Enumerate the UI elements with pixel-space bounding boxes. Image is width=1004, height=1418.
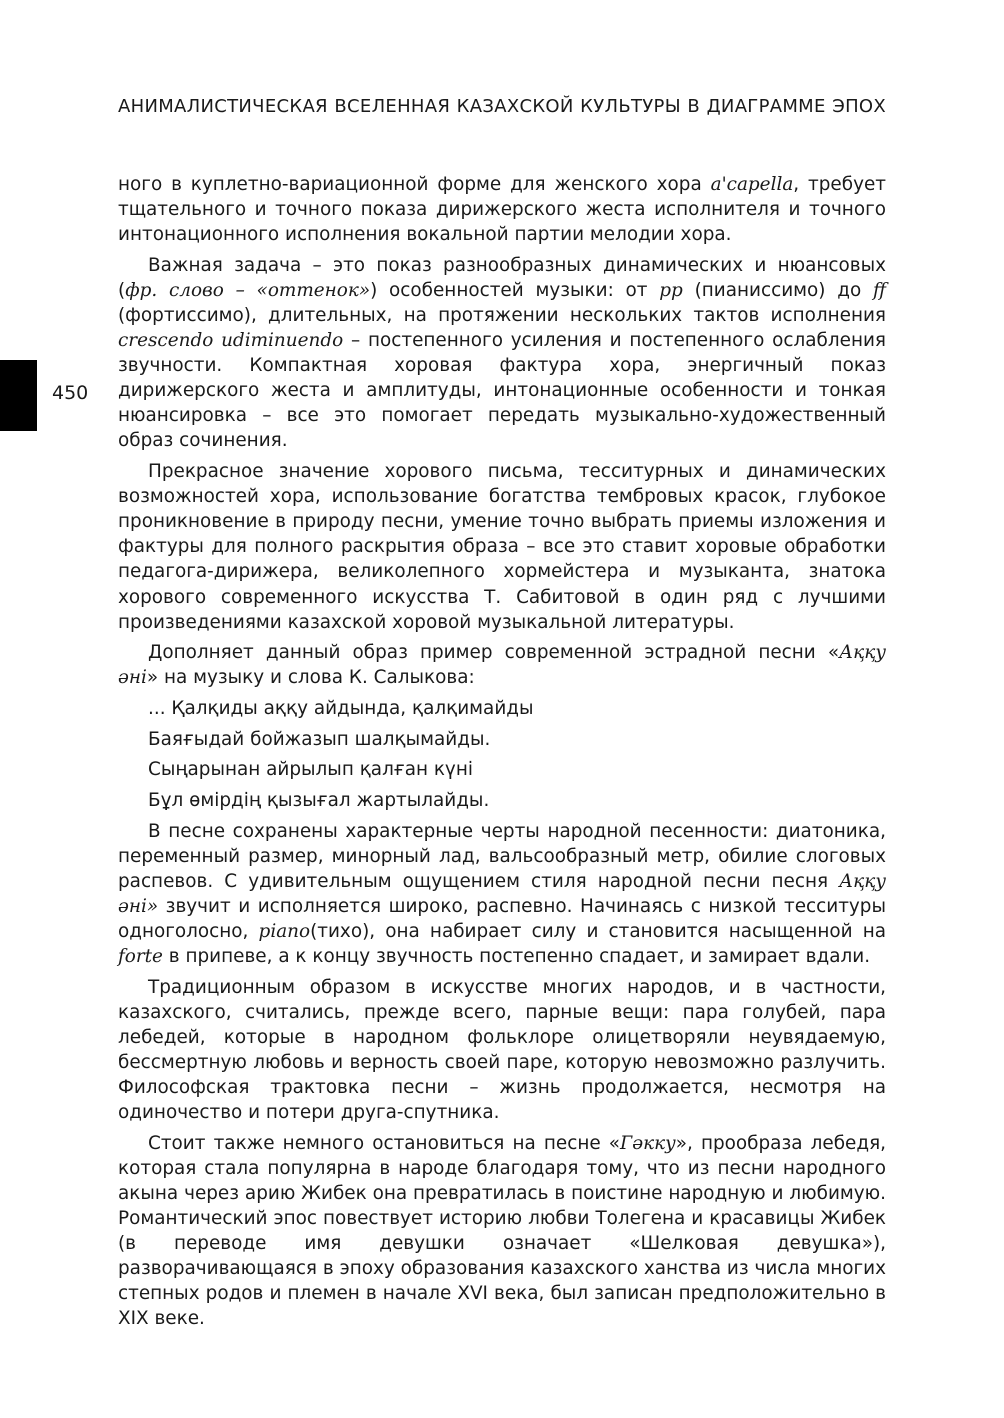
italic-term: pp	[659, 279, 683, 301]
text-run: в припеве, а к концу звучность постепенно спадает, и замирает вдали.	[162, 946, 871, 968]
verse-line: Бұл өмірдің қызығал жартылайды.	[148, 789, 490, 811]
paragraph-4	[118, 640, 886, 690]
verse-line: ... Қалқиды аққу айдында, қалқимайды	[148, 697, 534, 719]
text-run: Важная задача – это показ разнообразных динамических и нюансовых (	[118, 254, 886, 301]
text-run: (фортиссимо), длительных, на протяжении нескольких тактов исполнения	[118, 304, 886, 326]
italic-term: Гәкку	[620, 1132, 676, 1154]
italic-term: crescendo udiminuendo	[118, 330, 344, 352]
running-header: АНИМАЛИСТИЧЕСКАЯ ВСЕЛЕННАЯ КАЗАХСКОЙ КУЛЬТУРЫ В ДИАГРАММЕ ЭПОХ	[118, 96, 886, 117]
text-run: звучит и исполняется широко, распевно. Начинаясь с низкой тесситуры одноголосно,	[118, 895, 886, 942]
text-run: Дополняет данный образ пример современной эстрадной песни «	[148, 642, 840, 664]
text-run: Стоит также немного остановиться на песне «	[148, 1132, 621, 1154]
text-run: , требует тщательного и точного показа дирижерского жеста исполнителя и точного интонационного исполнения вокальной партии мелодии хора.	[118, 174, 886, 246]
text-run: », прообраза лебедя, которая стала популярна в народе благодаря тому, что из песни народного акына через арию Жибек она превратилась в поистине народную и любимую. Романтический эпос повествует историю любви Толегена и красавицы Жибек (в переводе имя девушки означает «Шелковая девушка»), разворачивающаяся в эпоху образования казахского ханства из числа многих степных родов и племен в начале XVI века, был записан предположительно в XIX веке.	[118, 1132, 886, 1330]
paragraph-6: Традиционным образом в искусстве многих народов, и в частности, казахского, считались, прежде всего, парные вещи: пара голубей, пара лебедей, которые в народном фольклоре олицетворяли неувядаемую, бессмертную любовь и верность своей паре, которую невозможно разлучить. Философская трактовка песни – жизнь продолжается, несмотря на одиночество и потери друга-спутника.	[118, 976, 886, 1124]
verse-line: Баяғыдай бойжазып шалқымайды.	[148, 728, 491, 750]
text-run: ) особенностей музыки: от	[370, 279, 660, 301]
italic-term: forte	[118, 946, 163, 968]
italic-term: a'capella	[710, 174, 794, 195]
text-run: (тихо), она набирает силу и становится насыщенной на	[310, 921, 886, 942]
thumb-index-tab	[0, 360, 37, 431]
text-run: ного в куплетно-вариационной форме для женского хора	[118, 174, 711, 195]
text-run: – постепенного усиления и постепенного ослабления звучности. Компактная хоровая фактура хора, энергичный показ дирижерского жеста и амплитуды, интонационные особенности и тонкая нюансировка – все это помогает передать музыкально-художественный образ сочинения.	[118, 330, 886, 452]
paragraph-7	[118, 1131, 886, 1332]
paragraph-5	[118, 819, 886, 970]
text-run: » на музыку и слова К. Салыкова:	[146, 667, 475, 689]
paragraph-3: Прекрасное значение хорового письма, тесситурных и динамических возможностей хора, использование богатства тембровых красок, глубокое проникновение в природу песни, умение точно выбрать приемы изложения и фактуры для полного раскрытия образа – все это ставит хоровые обработки педагога-дирижера, великолепного хормейстера и музыканта, знатока хорового современного искусства Т. Сабитовой в один ряд с лучшими произведениями казахской хоровой музыкальной литературы.	[118, 461, 886, 633]
page-number: 450	[52, 382, 89, 404]
main-text	[118, 172, 886, 1337]
paragraph-1	[118, 172, 886, 247]
text-run: (пианиссимо) до	[682, 279, 873, 301]
italic-term: Аққу әні	[118, 642, 886, 689]
italic-term: ff	[872, 279, 887, 301]
text-run: В песне сохранены характерные черты народной песенности: диатоника, переменный размер, минорный лад, вальсообразный метр, обилие слоговых распевов. С удивительным ощущением стиля народной песни песня	[118, 820, 886, 892]
italic-term: piano	[258, 921, 311, 942]
paragraph-2	[118, 253, 886, 454]
italic-term: фр. слово – «оттенок»	[125, 279, 371, 301]
italic-term: Аққу әні»	[118, 870, 886, 917]
verse-line: Сыңарынан айрылып қалған күні	[148, 759, 473, 781]
